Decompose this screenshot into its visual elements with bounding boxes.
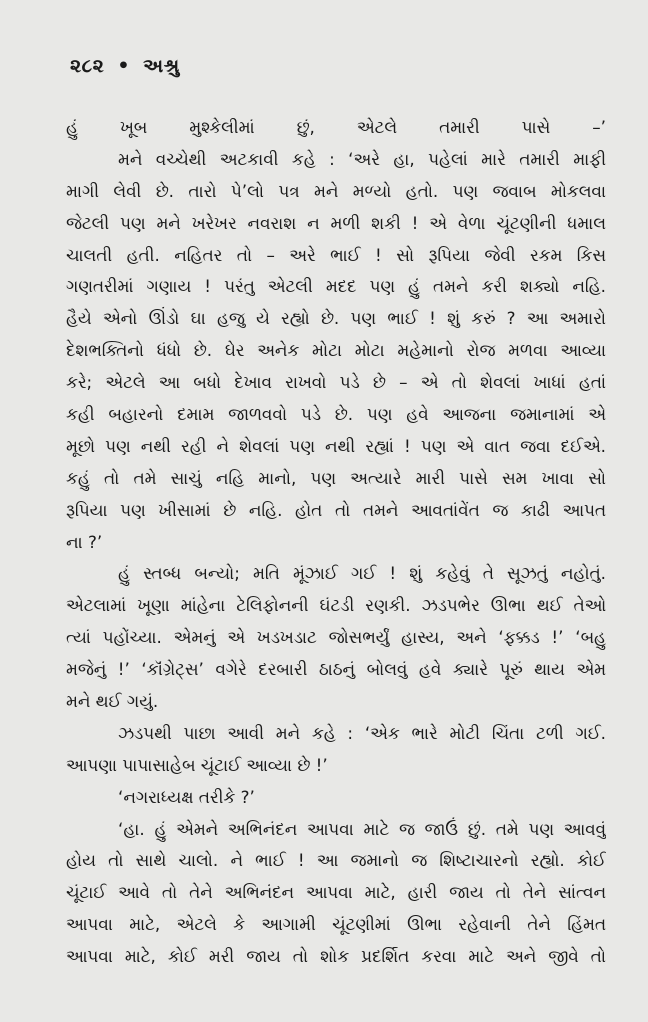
text-line: એટલામાં ખૂણા માંહેના ટેલિફોનની ઘંટડી રણકી. ઝડપભેર ઊભા થઈ તેઓ bbox=[66, 595, 606, 616]
text-line: માગી લેવી છે. તારો પે’લો પત્ર મને મળ્યો હતો. પણ જવાબ મોકલવા bbox=[66, 180, 606, 201]
text-line: ‘નગરાધ્યક્ષ તરીકે ?’ bbox=[118, 786, 255, 807]
text-line: મૂછો પણ નથી રહી ને શેવલાં પણ નથી રહ્યાં ! પણ એ વાત જવા દઈએ. bbox=[66, 435, 606, 456]
text-line: મને વચ્ચેથી અટકાવી કહે : ‘અરે હા, પહેલાં મારે તમારી માફી bbox=[118, 148, 606, 169]
running-header bbox=[70, 55, 180, 77]
text-line: હૈયે એનો ઊંડો ઘા હજુ યે રહ્યો છે. પણ ભાઈ ! શું કરું ? આ અમારો bbox=[66, 308, 606, 329]
text-line: ચાલતી હતી. નહિતર તો – અરે ભાઈ ! સો રૂપિયા જેવી રકમ કિસ bbox=[66, 244, 606, 265]
text-line: ત્યાં પહોંચ્યા. એમનું એ ખડખડાટ જોસભર્યું હાસ્ય, અને ‘ફક્કડ !’ ‘બહુ bbox=[66, 627, 606, 648]
text-line: કહી બહારનો દમામ જાળવવો પડે છે. પણ હવે આજના જમાનામાં એ bbox=[66, 404, 606, 425]
text-line: હું સ્તબ્ધ બન્યો; મતિ મૂંઝાઈ ગઈ ! શું કહેવું તે સૂઝતું નહોતું. bbox=[118, 563, 606, 584]
text-line: ‘હા. હું એમને અભિનંદન આપવા માટે જ જાઉં છું. તમે પણ આવવું bbox=[118, 818, 606, 839]
header-separator: • bbox=[117, 55, 131, 77]
text-line: ઝડપથી પાછા આવી મને કહે : ‘એક ભારે મોટી ચિંતા ટળી ગઈ. bbox=[118, 722, 606, 743]
text-line: જેટલી પણ મને ખરેખર નવરાશ ન મળી શકી ! એ વેળા ચૂંટણીની ધમાલ bbox=[66, 212, 606, 233]
text-line: રૂપિયા પણ ખીસામાં છે નહિ. હોત તો તમને આવતાંવેંત જ કાઢી આપત bbox=[66, 499, 606, 520]
page-body bbox=[66, 112, 606, 973]
text-line: ગણતરીમાં ગણાય ! પરંતુ એટલી મદદ પણ હું તમને કરી શક્યો નહિ. bbox=[66, 276, 606, 297]
text-line: ચૂંટાઈ આવે તો તેને અભિનંદન આપવા માટે, હારી જાય તો તેને સાંત્વન bbox=[66, 882, 606, 903]
book-title: અશ્રુ bbox=[143, 55, 180, 77]
text-line: દેશભક્તિનો ધંધો છે. ઘેર અનેક મોટા મોટા મહેમાનો રોજ મળવા આવ્યા bbox=[66, 340, 606, 361]
text-line: કહું તો તમે સાચું નહિ માનો, પણ અત્યારે મારી પાસે સમ ખાવા સો bbox=[66, 467, 606, 488]
text-line: હું ખૂબ મુશ્કેલીમાં છું, એટલે તમારી પાસે –’ bbox=[66, 117, 606, 137]
text-line: કરે; એટલે આ બધો દેખાવ રાખવો પડે છે – એ તો શેવલાં ખાધાં હતાં bbox=[66, 372, 606, 393]
text-line: મજેનું !’ ‘કૉંગ્રેટ્સ’ વગેરે દરબારી ઠાઠનું બોલવું હવે ક્યારે પૂરું થાય એમ bbox=[66, 659, 606, 680]
text-line: આપવા માટે, કોઈ મરી જાય તો શોક પ્રદર્શિત કરવા માટે અને જીવે તો bbox=[66, 946, 606, 967]
text-line: આપવા માટે, એટલે કે આગામી ચૂંટણીમાં ઊભા રહેવાની તેને હિંમત bbox=[66, 914, 606, 935]
text-line: આપણા પાપાસાહેબ ચૂંટાઈ આવ્યા છે !’ bbox=[66, 754, 328, 775]
text-line: હોય તો સાથે ચાલો. ને ભાઈ ! આ જમાનો જ શિષ્ટાચારનો રહ્યો. કોઈ bbox=[66, 850, 606, 871]
text-line: ના ?’ bbox=[66, 531, 103, 552]
text-line: મને થઈ ગયું. bbox=[66, 691, 159, 712]
page-number: ૨૮૨ bbox=[70, 55, 105, 77]
